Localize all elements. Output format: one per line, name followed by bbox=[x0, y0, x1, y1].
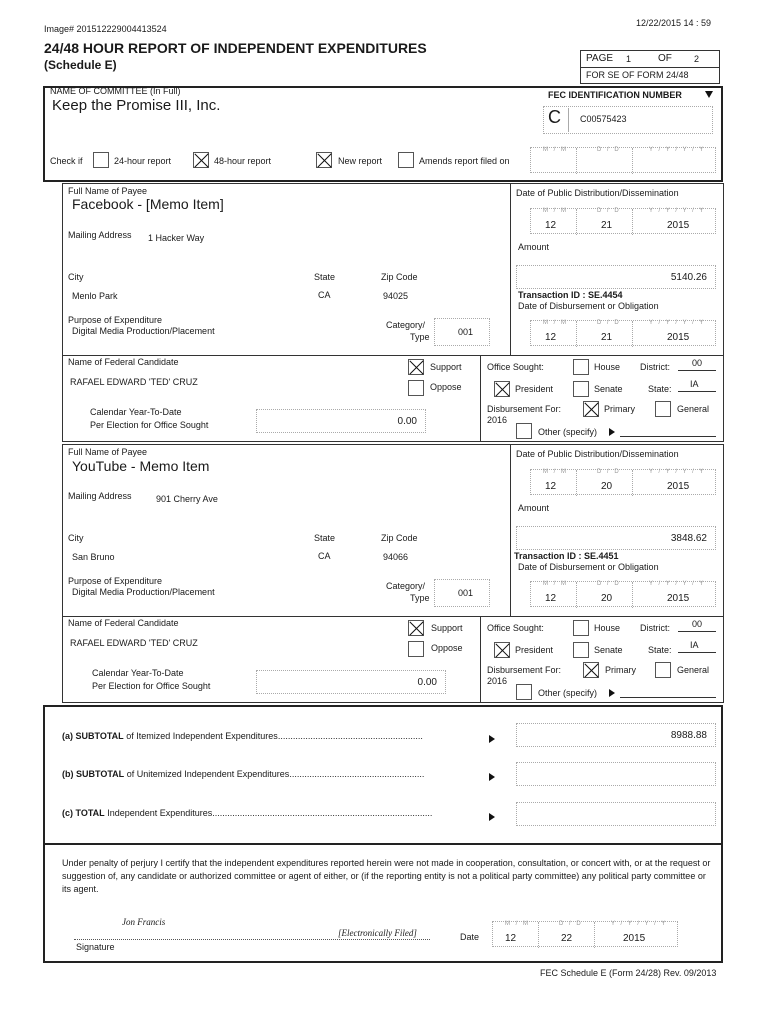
amends-checkbox[interactable] bbox=[398, 152, 414, 168]
pub-date-field: M / M D / D Y / Y / Y / Y 12 21 2015 bbox=[530, 208, 716, 234]
district-value: 00 bbox=[692, 619, 703, 629]
ytd-label-1: Calendar Year-To-Date bbox=[90, 407, 182, 417]
pub-date-yy: 2015 bbox=[667, 220, 690, 231]
state-sought-value: IA bbox=[690, 640, 699, 650]
fec-id-prefix: C bbox=[548, 107, 561, 127]
pub-date-yy: 2015 bbox=[667, 481, 690, 492]
disb-date-yy: 2015 bbox=[667, 593, 690, 604]
support-label: Support bbox=[430, 362, 462, 372]
ytd-field bbox=[256, 409, 426, 433]
triangle-right-icon bbox=[489, 735, 495, 743]
ytd-label-1: Calendar Year-To-Date bbox=[92, 668, 184, 678]
state-sought-label: State: bbox=[648, 384, 672, 394]
primary-label: Primary bbox=[604, 404, 635, 414]
pub-date-dd: 21 bbox=[601, 220, 613, 231]
24-hour-label: 24-hour report bbox=[114, 156, 172, 166]
disb-date-field: M / M D / D Y / Y / Y / Y 12 21 2015 bbox=[530, 320, 716, 346]
timestamp: 12/22/2015 14 : 59 bbox=[636, 18, 712, 28]
disb-date-dd: 20 bbox=[601, 593, 613, 604]
page-label: PAGE bbox=[586, 53, 614, 64]
fec-id-label: FEC IDENTIFICATION NUMBER bbox=[548, 90, 682, 100]
mailing-label: Mailing Address bbox=[68, 491, 132, 501]
payee-name: Facebook - [Memo Item] bbox=[72, 196, 224, 212]
48-hour-checkbox[interactable] bbox=[193, 152, 209, 168]
signature-date-field: M / M D / D Y / Y / Y / Y 12 22 2015 bbox=[492, 921, 678, 947]
category-value: 001 bbox=[458, 588, 474, 598]
office-sought-label: Office Sought: bbox=[487, 362, 544, 372]
type-label: Type bbox=[410, 593, 430, 603]
candidate-label: Name of Federal Candidate bbox=[68, 357, 179, 367]
fec-id-value: C00575423 bbox=[580, 114, 627, 124]
triangle-right-icon bbox=[609, 428, 615, 436]
amends-label: Amends report filed on bbox=[419, 156, 510, 166]
other-checkbox[interactable] bbox=[516, 684, 532, 700]
candidate-label: Name of Federal Candidate bbox=[68, 618, 179, 628]
24-hour-checkbox[interactable] bbox=[93, 152, 109, 168]
pub-date-mm: 12 bbox=[545, 220, 557, 231]
state-label: State bbox=[314, 533, 336, 543]
total-c-row: (c) TOTAL Independent Expenditures........................................................................................ bbox=[62, 808, 433, 818]
signature-label: Signature bbox=[76, 942, 115, 952]
oppose-label: Oppose bbox=[431, 643, 463, 653]
city-value: Menlo Park bbox=[72, 291, 118, 301]
state-sought-value: IA bbox=[690, 379, 699, 389]
city-label: City bbox=[68, 533, 84, 543]
city-label: City bbox=[68, 272, 84, 282]
amount-field bbox=[516, 265, 716, 289]
new-report-checkbox[interactable] bbox=[316, 152, 332, 168]
disb-date-label: Date of Disbursement or Obligation bbox=[518, 301, 659, 311]
image-number: Image# 201512229004413524 bbox=[44, 24, 167, 34]
48-hour-label: 48-hour report bbox=[214, 156, 272, 166]
purpose-value: Digital Media Production/Placement bbox=[72, 326, 215, 336]
candidate-name: RAFAEL EDWARD 'TED' CRUZ bbox=[70, 638, 198, 648]
category-value: 001 bbox=[458, 327, 474, 337]
district-label: District: bbox=[640, 362, 670, 372]
president-label: President bbox=[515, 384, 554, 394]
district-label: District: bbox=[640, 623, 670, 633]
ytd-field bbox=[256, 670, 446, 694]
city-value: San Bruno bbox=[72, 552, 115, 562]
pub-date-label: Date of Public Distribution/Dissemination bbox=[516, 449, 679, 459]
triangle-down-icon bbox=[705, 91, 713, 98]
disb-date-dd: 21 bbox=[601, 332, 613, 343]
certification-text: Under penalty of perjury I certify that the independent expenditures reported herein were not made in cooperation, consultation, or concert with, or at the request or suggestion of, any candidate or authorized committee or agent of either, or (if the reporting entity is not a political party committee) any political party committee or its agent. bbox=[62, 858, 711, 894]
date-label: Date bbox=[460, 932, 480, 942]
subtotal-b-row: (b) SUBTOTAL of Unitemized Independent Expenditures...................................................... bbox=[62, 769, 425, 779]
committee-name: Keep the Promise III, Inc. bbox=[52, 97, 221, 114]
transaction-id: Transaction ID : SE.4454 bbox=[518, 290, 623, 300]
electronically-filed: [Electronically Filed] bbox=[338, 928, 417, 938]
triangle-right-icon bbox=[489, 773, 495, 781]
primary-label: Primary bbox=[605, 665, 636, 675]
amount-label: Amount bbox=[518, 242, 550, 252]
form-title: 24/48 HOUR REPORT OF INDEPENDENT EXPENDITURES bbox=[44, 40, 427, 56]
senate-checkbox[interactable] bbox=[573, 381, 589, 397]
support-label: Support bbox=[431, 623, 463, 633]
category-label: Category/ bbox=[386, 320, 426, 330]
amount-value: 5140.26 bbox=[670, 272, 707, 283]
footer: FEC Schedule E (Form 24/28) Rev. 09/2013 bbox=[540, 968, 717, 978]
senate-checkbox[interactable] bbox=[573, 642, 589, 658]
house-label: House bbox=[594, 623, 621, 633]
payee-label: Full Name of Payee bbox=[68, 447, 148, 457]
for-se-label: FOR SE OF FORM 24/48 bbox=[586, 70, 689, 80]
general-label: General bbox=[677, 404, 710, 414]
other-label: Other (specify) bbox=[538, 688, 598, 698]
disb-year: 2016 bbox=[487, 676, 508, 686]
amends-date-field[interactable]: M / M D / D Y / Y / Y / Y bbox=[530, 147, 716, 173]
primary-checkbox[interactable] bbox=[583, 401, 599, 417]
house-checkbox[interactable] bbox=[573, 620, 589, 636]
committee-name-label: NAME OF COMMITTEE (In Full) bbox=[50, 86, 181, 96]
disb-year: 2016 bbox=[487, 415, 508, 425]
sig-date-mm: 12 bbox=[505, 933, 517, 944]
of-label: OF bbox=[658, 53, 672, 64]
mailing-label: Mailing Address bbox=[68, 230, 132, 240]
ytd-value: 0.00 bbox=[417, 677, 437, 688]
payee-label: Full Name of Payee bbox=[68, 186, 148, 196]
candidate-name: RAFAEL EDWARD 'TED' CRUZ bbox=[70, 377, 198, 387]
amount-field bbox=[516, 526, 716, 550]
purpose-label: Purpose of Expenditure bbox=[68, 576, 163, 586]
page-number: 1 bbox=[626, 54, 632, 64]
disb-date-label: Date of Disbursement or Obligation bbox=[518, 562, 659, 572]
disb-date-mm: 12 bbox=[545, 593, 557, 604]
president-checkbox[interactable] bbox=[494, 381, 510, 397]
zip-value: 94025 bbox=[383, 291, 409, 301]
transaction-id: Transaction ID : SE.4451 bbox=[514, 551, 619, 561]
disb-date-mm: 12 bbox=[545, 332, 557, 343]
support-checkbox[interactable] bbox=[408, 620, 424, 636]
form-subtitle: (Schedule E) bbox=[44, 58, 117, 72]
mailing-address: 901 Cherry Ave bbox=[156, 494, 218, 504]
senate-label: Senate bbox=[594, 645, 623, 655]
pub-date-dd: 20 bbox=[601, 481, 613, 492]
other-label: Other (specify) bbox=[538, 427, 598, 437]
support-checkbox[interactable] bbox=[408, 359, 424, 375]
general-checkbox[interactable] bbox=[655, 662, 671, 678]
state-value: CA bbox=[318, 551, 331, 561]
type-label: Type bbox=[410, 332, 430, 342]
page-total: 2 bbox=[694, 54, 700, 64]
primary-checkbox[interactable] bbox=[583, 662, 599, 678]
state-label: State bbox=[314, 272, 336, 282]
subtotal-a-field bbox=[516, 723, 716, 747]
amount-value: 3848.62 bbox=[670, 533, 707, 544]
pub-date-field: M / M D / D Y / Y / Y / Y 12 20 2015 bbox=[530, 469, 716, 495]
zip-label: Zip Code bbox=[381, 533, 418, 543]
other-checkbox[interactable] bbox=[516, 423, 532, 439]
zip-label: Zip Code bbox=[381, 272, 418, 282]
district-value: 00 bbox=[692, 358, 703, 368]
pub-date-label: Date of Public Distribution/Dissemination bbox=[516, 188, 679, 198]
sig-date-yy: 2015 bbox=[623, 933, 646, 944]
oppose-label: Oppose bbox=[430, 382, 462, 392]
subtotal-b-field bbox=[516, 762, 716, 786]
triangle-right-icon bbox=[489, 813, 495, 821]
zip-value: 94066 bbox=[383, 552, 409, 562]
office-sought-label: Office Sought: bbox=[487, 623, 544, 633]
signer-name: Jon Francis bbox=[122, 917, 166, 927]
oppose-checkbox[interactable] bbox=[408, 641, 424, 657]
general-label: General bbox=[677, 665, 710, 675]
check-if-label: Check if bbox=[50, 156, 83, 166]
total-c-field bbox=[516, 802, 716, 826]
purpose-label: Purpose of Expenditure bbox=[68, 315, 163, 325]
payee-name: YouTube - Memo Item bbox=[72, 458, 210, 474]
state-sought-label: State: bbox=[648, 645, 672, 655]
triangle-right-icon bbox=[609, 689, 615, 697]
house-checkbox[interactable] bbox=[573, 359, 589, 375]
ytd-label-2: Per Election for Office Sought bbox=[90, 420, 209, 430]
purpose-value: Digital Media Production/Placement bbox=[72, 587, 215, 597]
subtotal-a-value: 8988.88 bbox=[670, 730, 707, 741]
president-label: President bbox=[515, 645, 554, 655]
ytd-label-2: Per Election for Office Sought bbox=[92, 681, 211, 691]
house-label: House bbox=[594, 362, 621, 372]
state-value: CA bbox=[318, 290, 331, 300]
disb-for-label: Disbursement For: bbox=[487, 665, 562, 675]
general-checkbox[interactable] bbox=[655, 401, 671, 417]
ytd-value: 0.00 bbox=[397, 416, 417, 427]
disb-date-yy: 2015 bbox=[667, 332, 690, 343]
category-label: Category/ bbox=[386, 581, 426, 591]
sig-date-dd: 22 bbox=[561, 933, 573, 944]
president-checkbox[interactable] bbox=[494, 642, 510, 658]
amount-label: Amount bbox=[518, 503, 550, 513]
subtotal-a-row: (a) SUBTOTAL of Itemized Independent Expenditures.......................................................... bbox=[62, 731, 423, 741]
disb-date-field: M / M D / D Y / Y / Y / Y 12 20 2015 bbox=[530, 581, 716, 607]
oppose-checkbox[interactable] bbox=[408, 380, 424, 396]
new-report-label: New report bbox=[338, 156, 383, 166]
disb-for-label: Disbursement For: bbox=[487, 404, 562, 414]
pub-date-mm: 12 bbox=[545, 481, 557, 492]
senate-label: Senate bbox=[594, 384, 623, 394]
mailing-address: 1 Hacker Way bbox=[148, 233, 205, 243]
